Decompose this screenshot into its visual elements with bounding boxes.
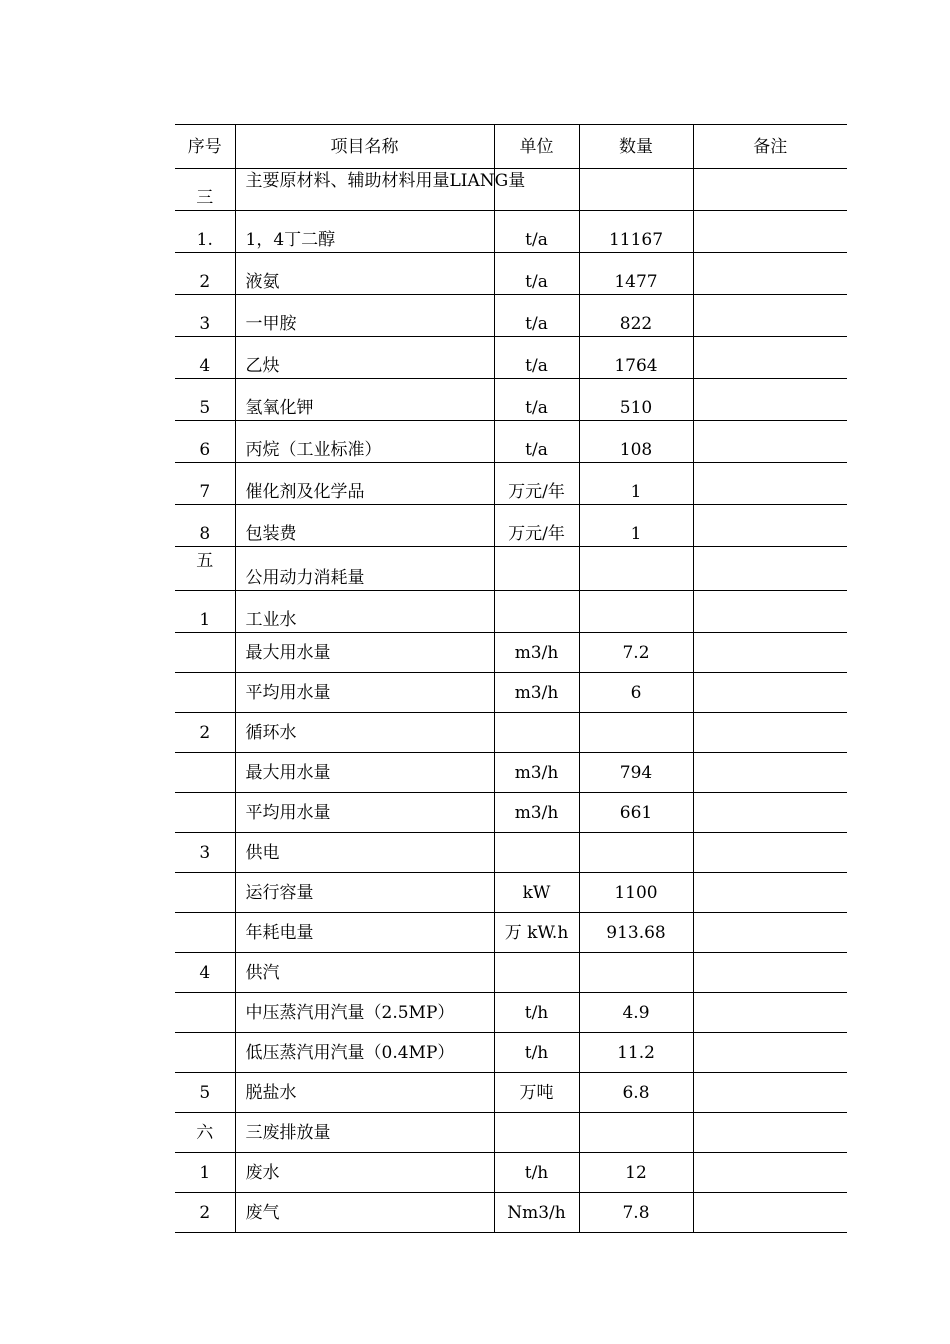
row-qty: 510 <box>579 379 693 421</box>
row-note <box>693 421 847 463</box>
row-unit: t/a <box>494 211 579 253</box>
row-unit <box>494 1113 579 1153</box>
row-note <box>693 993 847 1033</box>
row-qty <box>579 169 693 211</box>
row-note <box>693 169 847 211</box>
row-name: 运行容量 <box>235 873 494 913</box>
row-note <box>693 337 847 379</box>
row-seq: 2 <box>175 713 235 753</box>
row-note <box>693 953 847 993</box>
row-note <box>693 673 847 713</box>
header-qty: 数量 <box>579 125 693 169</box>
row-seq: 4 <box>175 953 235 993</box>
table-row <box>175 793 847 833</box>
row-name: 液氨 <box>235 253 494 295</box>
row-name: 一甲胺 <box>235 295 494 337</box>
table-row <box>175 633 847 673</box>
row-name: 循环水 <box>235 713 494 753</box>
header-unit: 单位 <box>494 125 579 169</box>
table-row <box>175 913 847 953</box>
table-row <box>175 421 847 463</box>
table-row <box>175 953 847 993</box>
table-row <box>175 993 847 1033</box>
table-row <box>175 673 847 713</box>
row-unit: t/a <box>494 421 579 463</box>
row-qty <box>579 1113 693 1153</box>
table-row <box>175 463 847 505</box>
header-note: 备注 <box>693 125 847 169</box>
table-row <box>175 873 847 913</box>
table-row <box>175 505 847 547</box>
row-name: 中压蒸汽用汽量（2.5MP） <box>235 993 494 1033</box>
row-note <box>693 591 847 633</box>
table-row <box>175 253 847 295</box>
row-name: 脱盐水 <box>235 1073 494 1113</box>
row-unit: 万 kW.h <box>494 913 579 953</box>
row-seq <box>175 633 235 673</box>
row-seq: 1 <box>175 591 235 633</box>
row-qty: 7.8 <box>579 1193 693 1233</box>
table-row <box>175 591 847 633</box>
header-name: 项目名称 <box>235 125 494 169</box>
row-note <box>693 753 847 793</box>
row-name: 催化剂及化学品 <box>235 463 494 505</box>
row-name: 1，4丁二醇 <box>235 211 494 253</box>
row-name: 供汽 <box>235 953 494 993</box>
row-unit <box>494 713 579 753</box>
row-note <box>693 1073 847 1113</box>
row-unit: m3/h <box>494 793 579 833</box>
row-note <box>693 253 847 295</box>
row-note <box>693 295 847 337</box>
table-row <box>175 1033 847 1073</box>
row-seq: 1 <box>175 1153 235 1193</box>
row-note <box>693 793 847 833</box>
row-unit: t/h <box>494 993 579 1033</box>
row-seq: 5 <box>175 379 235 421</box>
row-note <box>693 1153 847 1193</box>
row-unit: m3/h <box>494 753 579 793</box>
row-seq: 5 <box>175 1073 235 1113</box>
row-name-text: 主要原材料、辅助材料用量LIANG量 <box>245 171 526 191</box>
row-qty: 1100 <box>579 873 693 913</box>
row-unit: m3/h <box>494 673 579 713</box>
row-seq: 8 <box>175 505 235 547</box>
table-row <box>175 547 847 591</box>
table-row <box>175 833 847 873</box>
row-name: 氢氧化钾 <box>235 379 494 421</box>
row-unit: 万吨 <box>494 1073 579 1113</box>
row-note <box>693 1033 847 1073</box>
row-note <box>693 713 847 753</box>
row-seq: 三 <box>175 169 235 211</box>
row-qty: 1764 <box>579 337 693 379</box>
row-seq <box>175 1033 235 1073</box>
row-seq <box>175 993 235 1033</box>
row-note <box>693 547 847 591</box>
row-name: 三废排放量 <box>235 1113 494 1153</box>
row-seq: 6 <box>175 421 235 463</box>
row-name: 包装费 <box>235 505 494 547</box>
row-seq: 3 <box>175 833 235 873</box>
row-qty: 6.8 <box>579 1073 693 1113</box>
row-seq <box>175 793 235 833</box>
row-unit: Nm3/h <box>494 1193 579 1233</box>
row-qty: 11.2 <box>579 1033 693 1073</box>
table-header-row <box>175 125 847 169</box>
table-row <box>175 753 847 793</box>
row-name: 工业水 <box>235 591 494 633</box>
row-seq: 3 <box>175 295 235 337</box>
row-qty <box>579 833 693 873</box>
row-qty <box>579 547 693 591</box>
row-unit: t/h <box>494 1153 579 1193</box>
table-row <box>175 379 847 421</box>
row-qty: 794 <box>579 753 693 793</box>
row-seq: 1. <box>175 211 235 253</box>
row-seq: 2 <box>175 253 235 295</box>
row-qty: 1 <box>579 505 693 547</box>
row-unit: t/a <box>494 337 579 379</box>
row-name: 公用动力消耗量 <box>235 547 494 591</box>
table-row <box>175 1193 847 1233</box>
row-name: 乙炔 <box>235 337 494 379</box>
row-qty: 108 <box>579 421 693 463</box>
row-qty <box>579 953 693 993</box>
row-qty <box>579 713 693 753</box>
row-qty: 7.2 <box>579 633 693 673</box>
row-note <box>693 379 847 421</box>
row-qty: 6 <box>579 673 693 713</box>
row-qty: 913.68 <box>579 913 693 953</box>
table-row <box>175 211 847 253</box>
row-qty: 4.9 <box>579 993 693 1033</box>
row-qty: 661 <box>579 793 693 833</box>
row-qty: 12 <box>579 1153 693 1193</box>
row-unit <box>494 953 579 993</box>
row-seq: 4 <box>175 337 235 379</box>
row-note <box>693 633 847 673</box>
row-name: 低压蒸汽用汽量（0.4MP） <box>235 1033 494 1073</box>
row-name: 年耗电量 <box>235 913 494 953</box>
row-unit: t/a <box>494 295 579 337</box>
row-name: 供电 <box>235 833 494 873</box>
row-unit <box>494 591 579 633</box>
row-seq: 五 <box>175 547 235 591</box>
row-note <box>693 211 847 253</box>
row-seq: 2 <box>175 1193 235 1233</box>
row-name: 最大用水量 <box>235 753 494 793</box>
row-qty: 1477 <box>579 253 693 295</box>
header-seq: 序号 <box>175 125 235 169</box>
row-seq <box>175 913 235 953</box>
row-name: 平均用水量 <box>235 793 494 833</box>
row-note <box>693 505 847 547</box>
row-name <box>235 169 526 211</box>
table-row <box>175 169 847 211</box>
row-qty <box>579 591 693 633</box>
table-row <box>175 295 847 337</box>
row-qty: 822 <box>579 295 693 337</box>
table-row <box>175 1073 847 1113</box>
row-name: 平均用水量 <box>235 673 494 713</box>
table-row <box>175 1153 847 1193</box>
row-unit: 万元/年 <box>494 463 579 505</box>
table-row <box>175 713 847 753</box>
row-seq <box>175 673 235 713</box>
row-unit: 万元/年 <box>494 505 579 547</box>
row-qty: 11167 <box>579 211 693 253</box>
row-seq: 7 <box>175 463 235 505</box>
table-row <box>175 337 847 379</box>
row-note <box>693 1113 847 1153</box>
consumption-table <box>175 124 847 1233</box>
row-note <box>693 833 847 873</box>
row-note <box>693 913 847 953</box>
row-seq: 六 <box>175 1113 235 1153</box>
row-unit: kW <box>494 873 579 913</box>
row-unit: t/a <box>494 253 579 295</box>
row-name: 最大用水量 <box>235 633 494 673</box>
row-unit: m3/h <box>494 633 579 673</box>
row-unit <box>494 547 579 591</box>
row-name: 丙烷（工业标准） <box>235 421 494 463</box>
row-note <box>693 873 847 913</box>
row-seq <box>175 873 235 913</box>
row-note <box>693 1193 847 1233</box>
row-unit: t/a <box>494 379 579 421</box>
row-qty: 1 <box>579 463 693 505</box>
row-seq <box>175 753 235 793</box>
row-unit: t/h <box>494 1033 579 1073</box>
table-row <box>175 1113 847 1153</box>
row-unit <box>494 833 579 873</box>
row-note <box>693 463 847 505</box>
row-name: 废气 <box>235 1193 494 1233</box>
row-name: 废水 <box>235 1153 494 1193</box>
